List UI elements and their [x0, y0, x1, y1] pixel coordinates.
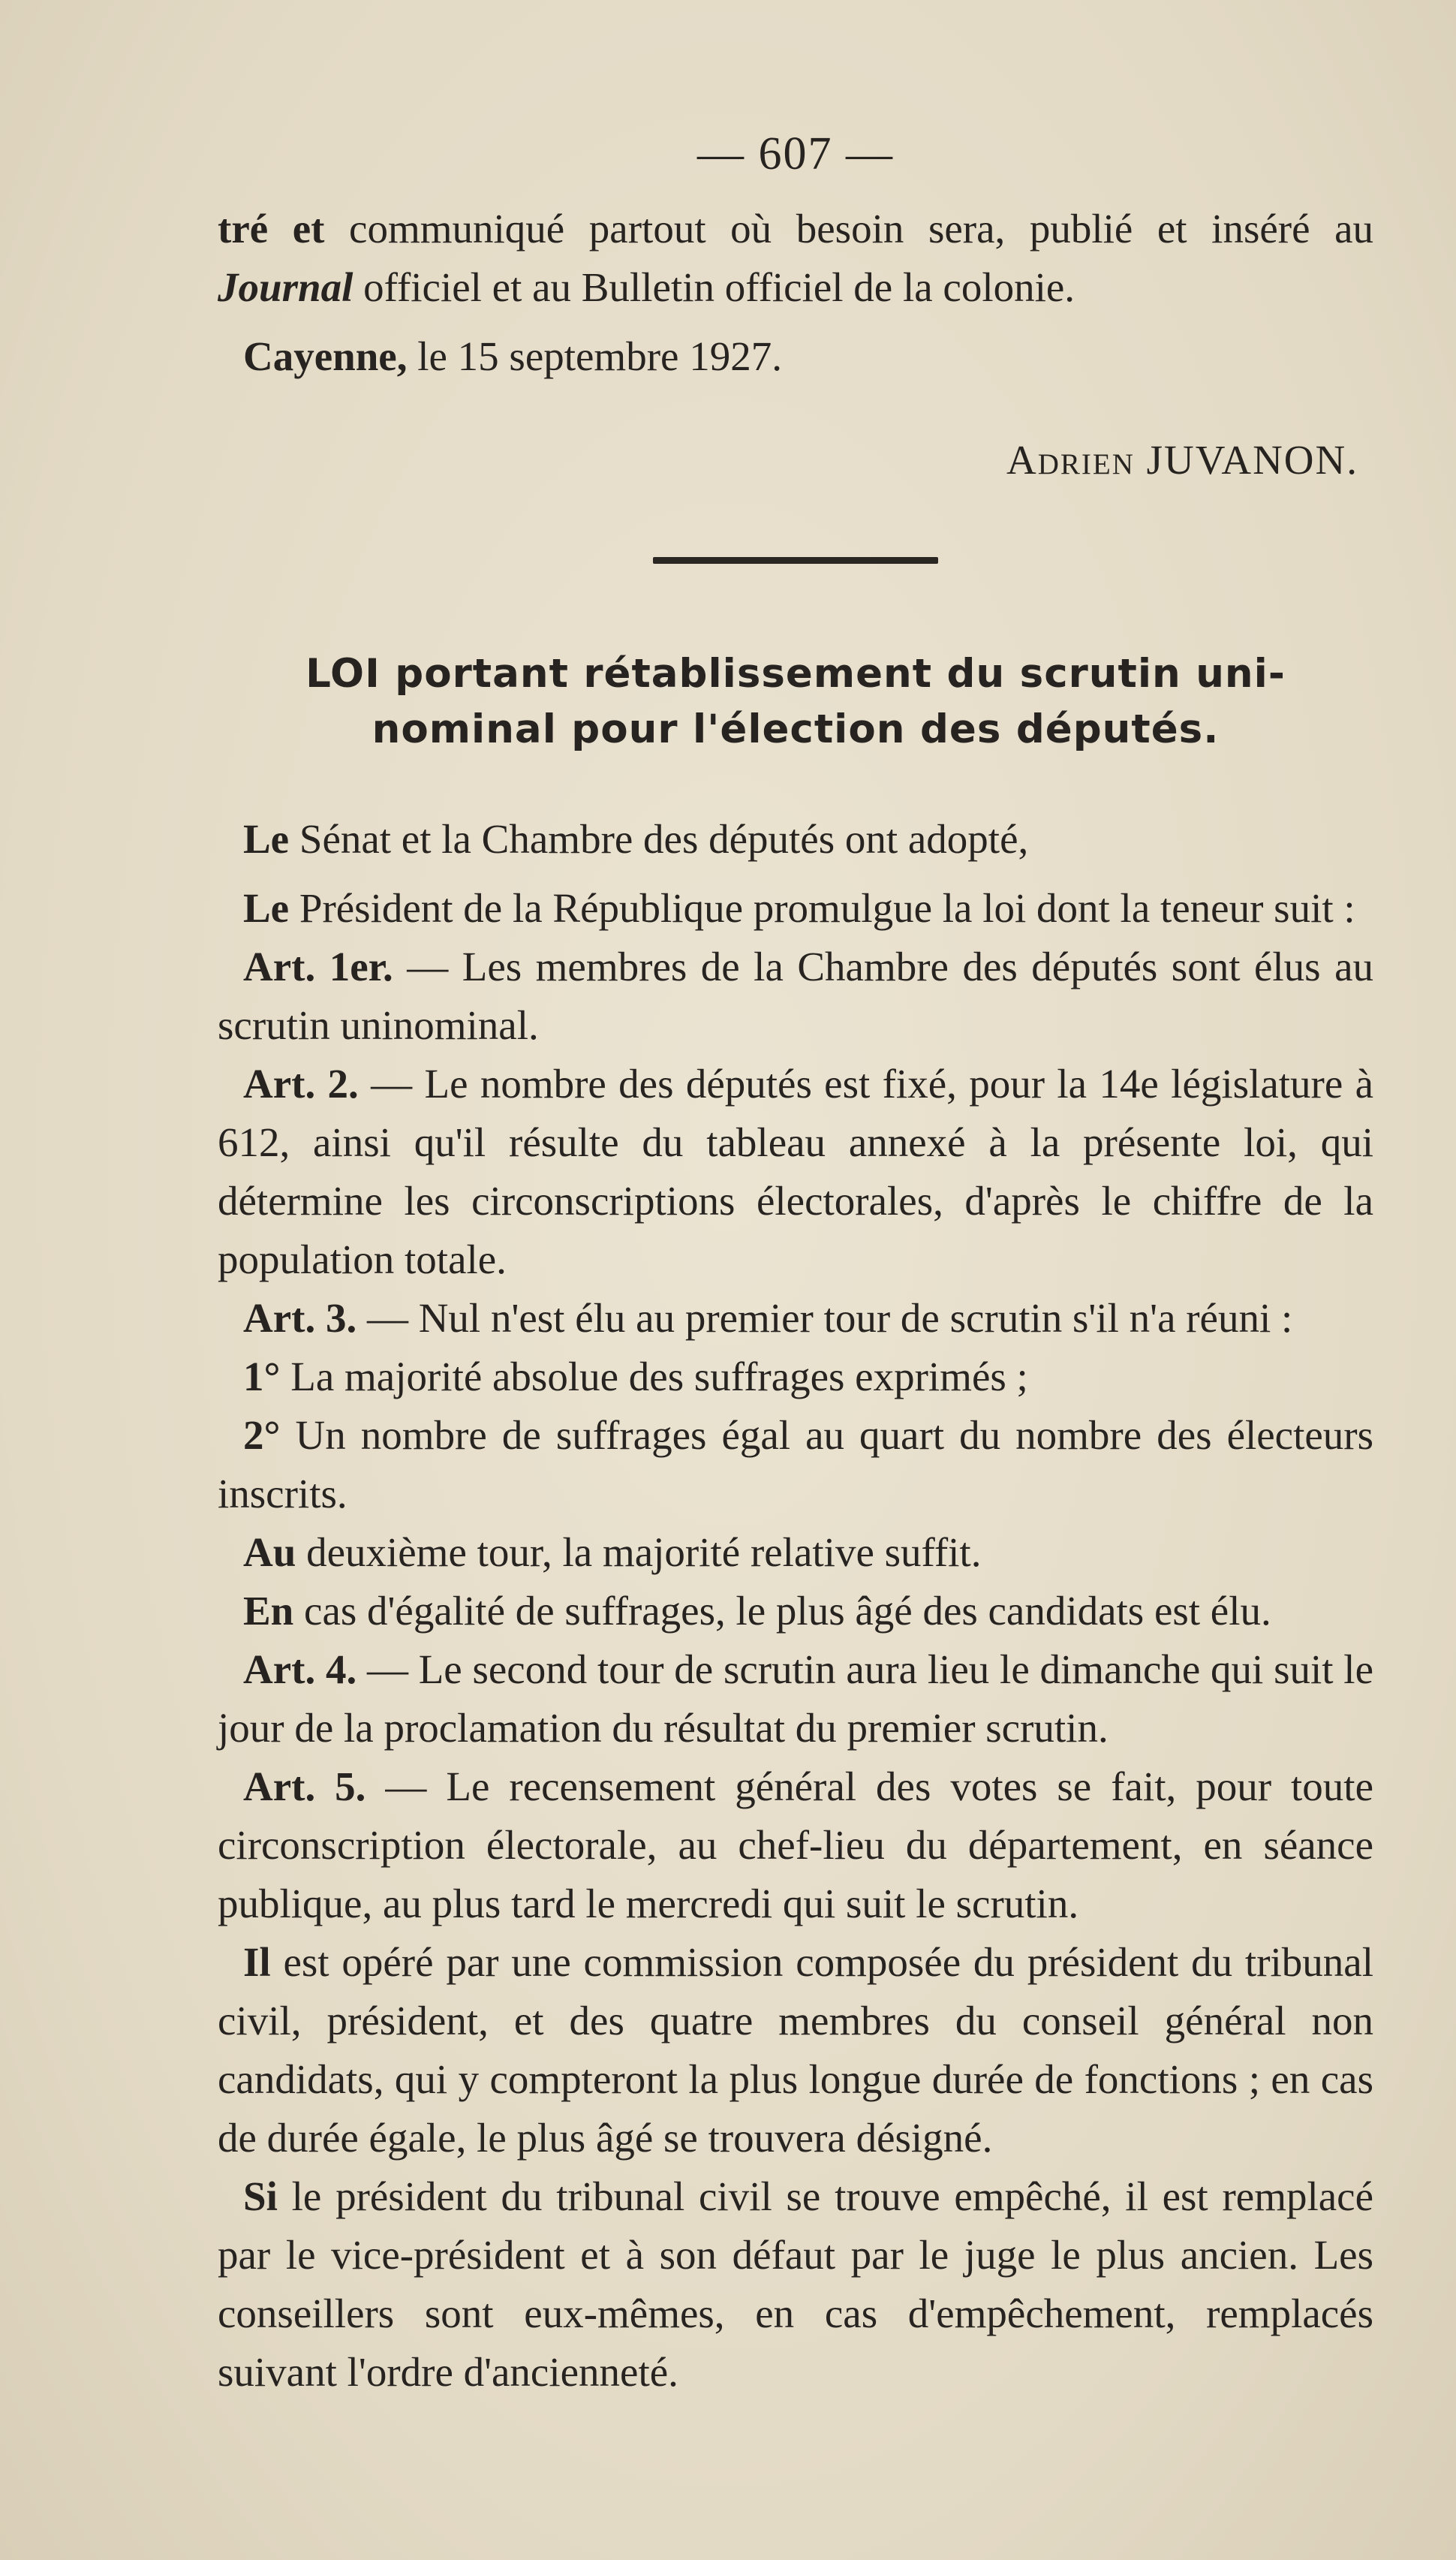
paragraph-lead: Le	[243, 816, 290, 862]
paragraph-text: le président du tribunal civil se trouve empêché, il est remplacé par le vice-président et à son défaut par le juge le plus ancien. Les conseillers sont eux-mêmes, en cas d'empêchement, remplacés suivant l'ordre d'ancienneté.	[218, 2173, 1373, 2395]
paragraph-11	[218, 1933, 1373, 2167]
paragraph-lead: Art. 4.	[243, 1646, 357, 1692]
paragraph-0	[218, 810, 1373, 869]
paragraph-1	[218, 879, 1373, 938]
law-title	[218, 646, 1373, 757]
paragraph-lead: Il	[243, 1939, 271, 1985]
paragraph-lead: Art. 1er.	[243, 944, 393, 989]
paragraph-lead: En	[243, 1588, 294, 1634]
intro-paragraph	[218, 200, 1373, 317]
place-date-rest: le 15 septembre 1927.	[407, 333, 782, 379]
paragraph-lead: 2°	[243, 1412, 281, 1458]
signature	[218, 431, 1358, 489]
paragraph-lead: 1°	[243, 1354, 281, 1399]
paragraph-6	[218, 1406, 1373, 1523]
paragraph-text: — Le nombre des députés est fixé, pour la 14e législature à 612, ainsi qu'il résulte du tableau annexé à la présente loi, qui détermine les circonscriptions électorales, d'après le chiffre de la population totale.	[218, 1061, 1373, 1282]
paragraph-text: deuxième tour, la majorité relative suffit.	[296, 1529, 982, 1575]
intro-text-2: officiel et au Bulletin officiel de la colonie.	[353, 264, 1075, 310]
paragraph-lead: Si	[243, 2173, 278, 2219]
paragraph-text: Un nombre de suffrages égal au quart du nombre des électeurs inscrits.	[218, 1412, 1373, 1516]
paragraph-text: La majorité absolue des suffrages exprimés ;	[280, 1354, 1028, 1399]
paragraph-lead: Au	[243, 1529, 296, 1575]
paragraph-3	[218, 1055, 1373, 1289]
law-title-line-1: LOI portant rétablissement du scrutin uni-	[305, 651, 1286, 697]
paragraph-lead: Art. 2.	[243, 1061, 359, 1107]
paragraph-text: Sénat et la Chambre des députés ont adopté,	[289, 816, 1029, 862]
paragraph-7	[218, 1523, 1373, 1582]
page-number: — 607 —	[697, 128, 894, 179]
paragraph-12	[218, 2167, 1373, 2402]
paragraph-text: — Le second tour de scrutin aura lieu le dimanche qui suit le jour de la proclamation du résultat du premier scrutin.	[218, 1646, 1373, 1751]
section-divider	[653, 557, 938, 564]
law-title-line-2: nominal pour l'élection des députés.	[372, 706, 1220, 752]
page-content	[218, 128, 1373, 2402]
paragraph-lead: Art. 3.	[243, 1295, 357, 1341]
paragraph-text: Président de la République promulgue la loi dont la teneur suit :	[289, 885, 1355, 931]
paragraph-text: — Les membres de la Chambre des députés sont élus au scrutin uninominal.	[218, 944, 1373, 1048]
paragraph-text: — Le recensement général des votes se fait, pour toute circonscription électorale, au chef-lieu du département, en séance publique, au plus tard le mercredi qui suit le scrutin.	[218, 1763, 1373, 1926]
paragraph-4	[218, 1289, 1373, 1348]
paragraph-lead: Le	[243, 885, 290, 931]
paragraph-5	[218, 1348, 1373, 1406]
paragraph-text: — Nul n'est élu au premier tour de scrutin s'il n'a réuni :	[356, 1295, 1293, 1341]
paragraph-10	[218, 1757, 1373, 1933]
paragraph-text: cas d'égalité de suffrages, le plus âgé des candidats est élu.	[293, 1588, 1271, 1634]
paragraph-text: est opéré par une commission composée du président du tribunal civil, président, et des quatre membres du conseil général non candidats, qui y compteront la plus longue durée de fonctions ; en cas de durée égale, le plus âgé se trouvera désigné.	[218, 1939, 1373, 2161]
intro-journal: Journal	[218, 264, 353, 310]
intro-lead: tré et	[218, 206, 325, 251]
paragraph-2	[218, 938, 1373, 1055]
intro-text-1: communiqué partout où besoin sera, publié et inséré au	[324, 206, 1373, 251]
signature-last-name: JUVANON.	[1146, 437, 1358, 483]
place-city: Cayenne,	[243, 333, 408, 379]
paragraph-9	[218, 1640, 1373, 1757]
paragraph-lead: Art. 5.	[243, 1763, 366, 1809]
paragraph-8	[218, 1582, 1373, 1640]
signature-first-name: Adrien	[1006, 437, 1135, 483]
place-date	[218, 327, 1373, 386]
